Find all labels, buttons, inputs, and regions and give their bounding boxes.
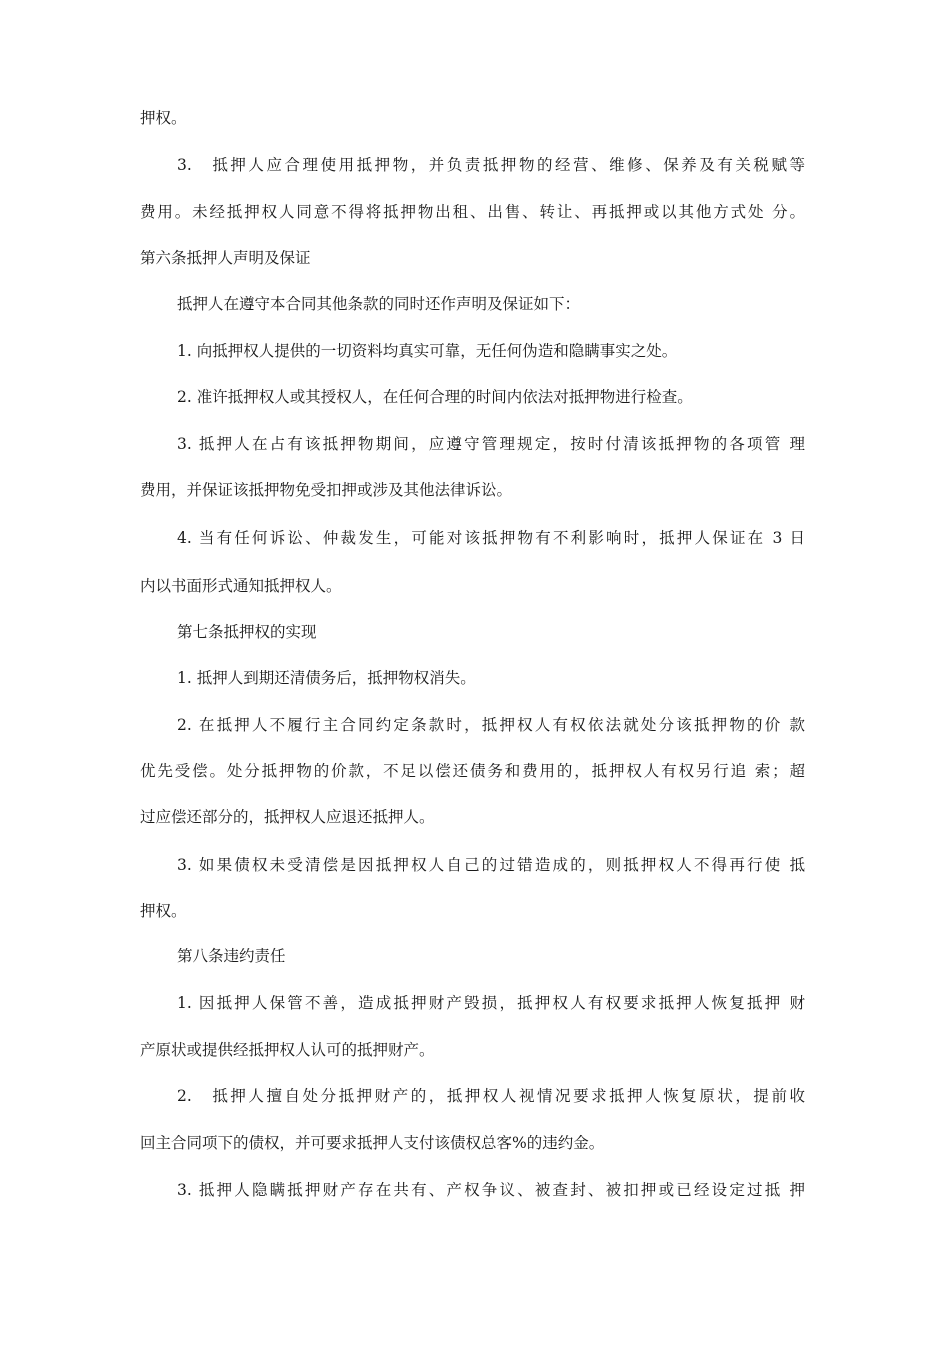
text-line: 回主合同项下的债权，并可要求抵押人支付该债权总客%的违约金。 [140,1134,605,1152]
list-item: 2. 抵押人擅自处分抵押财产的，抵押权人视情况要求抵押人恢复原状，提前收 [177,1087,805,1105]
section-heading: 第六条抵押人声明及保证 [140,249,311,267]
text-line: 3. 抵押人应合理使用抵押物，并负责抵押物的经营、维修、保养及有关税赋等 [177,156,805,174]
text-line: 押权。 [140,902,187,920]
list-item: 2. 在抵押人不履行主合同约定条款时，抵押权人有权依法就处分该抵押物的价 款 [177,716,805,734]
text-line: 产原状或提供经抵押权人认可的抵押财产。 [140,1041,435,1059]
list-item: 4. 当有任何诉讼、仲裁发生，可能对该抵押物有不利影响时，抵押人保证在 3 日 [177,529,805,547]
text-line: 费用，并保证该抵押物免受扣押或涉及其他法律诉讼。 [140,481,513,499]
list-item: 2. 准许抵押权人或其授权人，在任何合理的时间内依法对抵押物进行检查。 [177,388,693,406]
text-line: 费用。未经抵押权人同意不得将抵押物出租、出售、转让、再抵押或以其他方式处 分。 [140,203,805,221]
section-heading: 第七条抵押权的实现 [177,623,317,641]
text-line: 押权。 [140,109,187,127]
list-item: 3. 如果债权未受清偿是因抵押权人自己的过错造成的，则抵押权人不得再行使 抵 [177,856,805,874]
text-line: 过应偿还部分的，抵押权人应退还抵押人。 [140,808,435,826]
list-item: 1. 向抵押权人提供的一切资料均真实可靠，无任何伪造和隐瞒事实之处。 [177,342,678,360]
list-item: 1. 因抵押人保管不善，造成抵押财产毁损，抵押权人有权要求抵押人恢复抵押 财 [177,994,805,1012]
list-item: 3. 抵押人在占有该抵押物期间，应遵守管理规定，按时付清该抵押物的各项管 理 [177,435,805,453]
list-item: 1. 抵押人到期还清债务后，抵押物权消失。 [177,669,476,687]
text-line: 优先受偿。处分抵押物的价款，不足以偿还债务和费用的，抵押权人有权另行追 索；超 [140,762,805,780]
list-item: 3. 抵押人隐瞒抵押财产存在共有、产权争议、被查封、被扣押或已经设定过抵 押 [177,1181,805,1199]
section-heading: 第八条违约责任 [177,947,286,965]
text-line: 内以书面形式通知抵押权人。 [140,577,342,595]
text-line: 抵押人在遵守本合同其他条款的同时还作声明及保证如下： [177,295,581,313]
